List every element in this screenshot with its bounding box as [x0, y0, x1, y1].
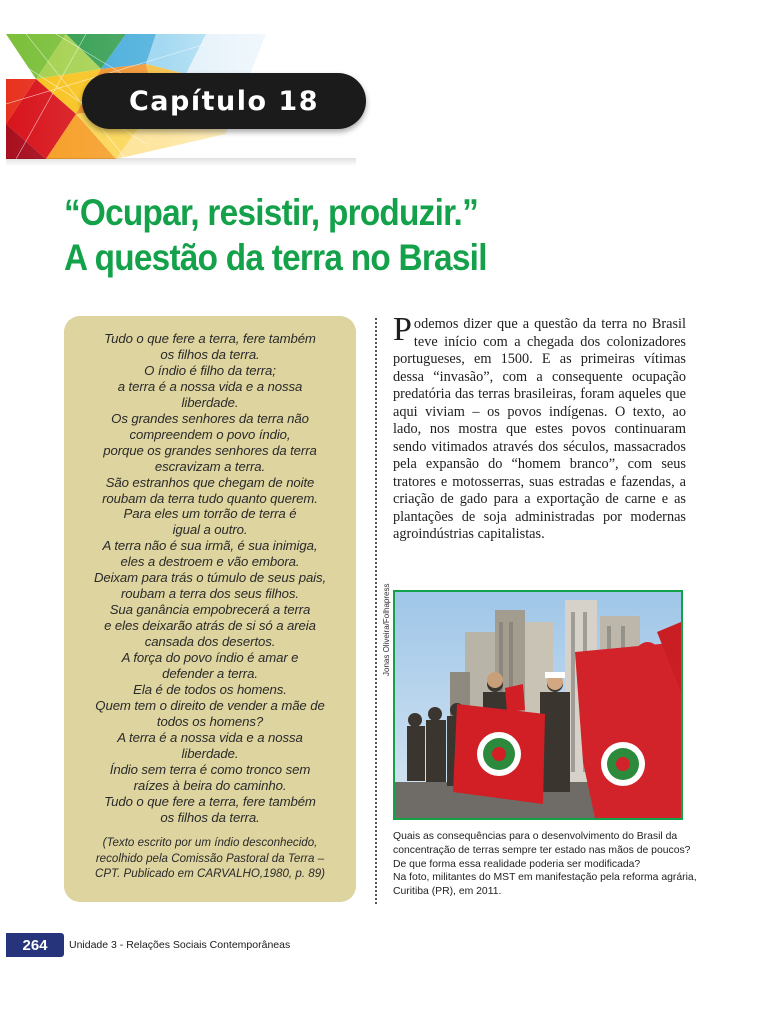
page-title [64, 190, 640, 280]
body-paragraph [393, 311, 686, 544]
unit-title: Unidade 3 - Relações Sociais Contemporâneas [69, 939, 291, 951]
poem-line: a terra é a nossa vida e a nossa [117, 378, 303, 394]
poem-line: Quem tem o direito de vender a mãe de [95, 697, 325, 713]
poem-line: Sua ganância empobrecerá a terra [109, 602, 311, 618]
poem-line: O índio é filho da terra; [144, 362, 276, 378]
citation-line: (Texto escrito por um índio desconhecido, [102, 836, 318, 849]
title-line-2: A questão da terra no Brasil [64, 237, 487, 278]
poem-line: liberdade. [181, 745, 239, 761]
poem-line: raízes à beira do caminho. [133, 777, 287, 793]
poem-line: compreendem o povo índio, [129, 426, 291, 442]
poem-line: Tudo o que fere a terra, fere também [104, 331, 316, 346]
poem-line: eles a destroem e vão embora. [120, 554, 300, 570]
poem-line: Para eles um torrão de terra é [123, 506, 297, 522]
citation-line: CPT. Publicado em CARVALHO,1980, p. 89) [94, 867, 326, 880]
chapter-label-pill [82, 73, 366, 129]
caption-line: De que forma essa realidade poderia ser modificada? [393, 858, 641, 870]
poem-line: Os grandes senhores da terra não [111, 410, 309, 426]
dropcap-letter: P [393, 311, 412, 348]
citation-line: recolhido pela Comissão Pastoral da Terra – [95, 851, 325, 865]
body-paragraph-text: odemos dizer que a questão da terra no Brasil teve início com a chegada dos colonizadores portugueses, em 1500. E as primeiras vítimas dessa “invasão”, com a consequente ocupação predatória das terras brasileiras, foram aqueles que aqui viviam – os povos indígenas. O texto, ao lado, nos mostra que estes povos continuaram sendo vitimados através dos séculos, massacrados pela expansão do “homem branco”, com seus tratores e motosserras, suas estradas e fazendas, a criação de gado para a exportação de carne e as plantações de soja administradas por modernas agroindústrias capitalistas. [393, 316, 686, 542]
poem-line: liberdade. [181, 394, 239, 410]
title-line-1: “Ocupar, resistir, produzir.” [64, 192, 479, 233]
poem-line: A força do povo índio é amar e [121, 650, 299, 666]
poem-line: roubam da terra tudo quanto querem. [102, 490, 318, 506]
poem-line: roubam a terra dos seus filhos. [121, 586, 299, 602]
caption-line: concentração de terras sempre ter estado nas mãos de poucos? [393, 844, 691, 856]
page-number: 264 [22, 936, 48, 954]
poem-text [64, 331, 356, 826]
caption-line: Na foto, militantes do MST em manifestação pela reforma agrária, [393, 872, 697, 884]
photo-credit-text: Jonas Oliveira/Folhapress [382, 583, 391, 676]
poem-line: A terra não é sua irmã, é sua inimiga, [102, 538, 318, 554]
poem-line: Índio sem terra é como tronco sem [109, 761, 311, 777]
poem-line: defender a terra. [162, 666, 258, 682]
poem-line: igual a outro. [172, 522, 248, 538]
caption-line: Curitiba (PR), em 2011. [393, 886, 502, 898]
poem-line: Ela é de todos os homens. [133, 681, 287, 697]
protest-photo [393, 590, 683, 820]
poem-line: escravizam a terra. [154, 458, 266, 474]
banner-shadow [6, 158, 356, 166]
poem-line: cansada dos desertos. [144, 634, 276, 650]
poem-line: e eles deixarão atrás de si só a areia [104, 618, 316, 634]
photo-caption [393, 830, 697, 899]
caption-line: Quais as consequências para o desenvolvimento do Brasil da [393, 831, 678, 842]
poem-citation [64, 835, 356, 882]
page-number-badge [6, 933, 64, 957]
poem-line: todos os homens? [156, 713, 264, 729]
poem-line: porque os grandes senhores da terra [103, 442, 317, 458]
poem-line: os filhos da terra. [160, 809, 260, 825]
poem-box [64, 316, 356, 902]
photo-credit [382, 583, 392, 676]
chapter-label: Capítulo 18 [128, 85, 320, 117]
column-divider [375, 318, 377, 904]
poem-line: A terra é a nossa vida e a nossa [117, 729, 303, 745]
poem-line: Tudo o que fere a terra, fere também [104, 793, 316, 809]
poem-line: São estranhos que chegam de noite [105, 474, 315, 490]
poem-line: os filhos da terra. [160, 346, 260, 362]
poem-line: Deixam para trás o túmulo de seus pais, [93, 570, 327, 586]
